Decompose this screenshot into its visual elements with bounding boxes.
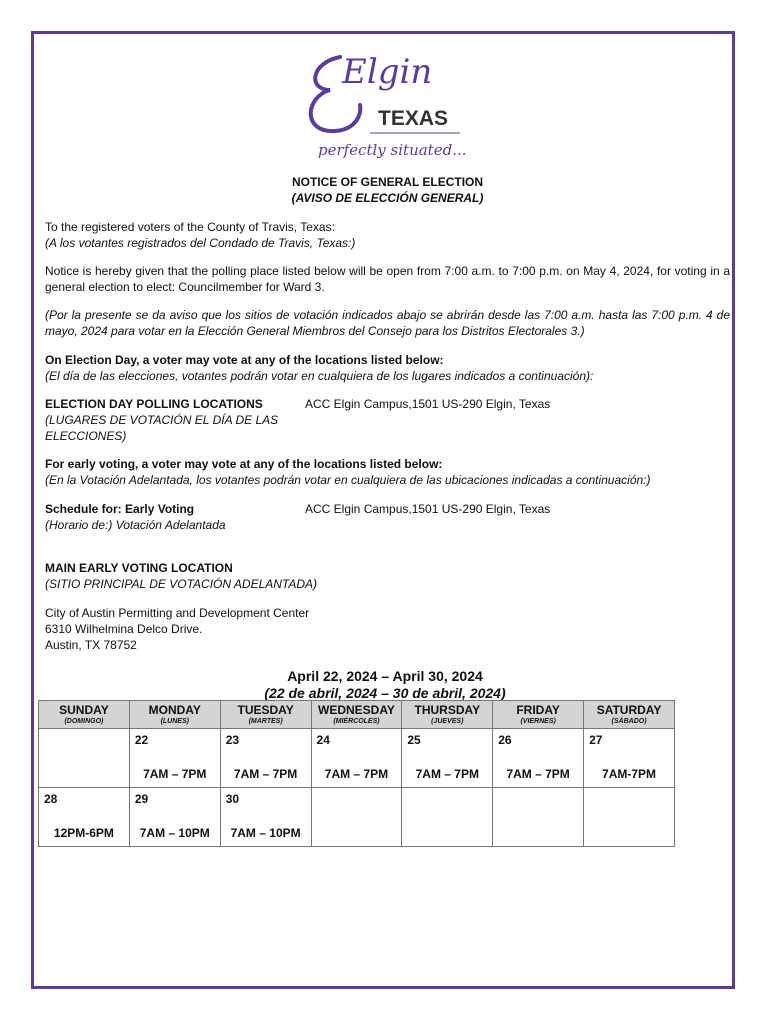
greeting-english: To the registered voters of the County of Travis, Texas: <box>45 220 335 234</box>
early-voting-calendar <box>38 700 675 847</box>
calendar-cell: 28 12PM-6PM <box>39 788 130 847</box>
calendar-cell <box>584 788 675 847</box>
calendar-cell <box>402 788 493 847</box>
calendar-cell: 26 7AM – 7PM <box>493 729 584 788</box>
calendar-cell: 30 7AM – 10PM <box>220 788 311 847</box>
day-header: SATURDAY (SÁBADO) <box>584 701 675 729</box>
day-header: WEDNESDAY (MIÉRCOLES) <box>311 701 402 729</box>
day-header: SUNDAY (DOMINGO) <box>39 701 130 729</box>
early-voting-label-spanish: (Horario de:) Votación Adelantada <box>45 518 226 532</box>
notice-english: Notice is hereby given that the polling place listed below will be open from 7:00 a.m. to 7:00 p.m. on May 4, 2024, for voting in a general election to elect: Councilmember for Ward 3. <box>45 264 730 294</box>
notice-title-spanish: (AVISO DE ELECCIÓN GENERAL) <box>291 191 484 205</box>
main-location-address-line1: City of Austin Permitting and Development Center <box>45 606 310 620</box>
calendar-cell <box>493 788 584 847</box>
day-header: TUESDAY (MARTES) <box>220 701 311 729</box>
calendar-week-row <box>39 788 675 847</box>
schedule-range-spanish: (22 de abril, 2024 – 30 de abril, 2024) <box>264 685 506 701</box>
early-voting-intro-spanish: (En la Votación Adelantada, los votantes podrán votar en cualquiera de las ubicaciones indicadas a continuación:) <box>45 473 651 487</box>
main-location-label: MAIN EARLY VOTING LOCATION <box>45 561 233 575</box>
election-day-label-spanish: (LUGARES DE VOTACIÓN EL DÍA DE LAS ELECCIONES) <box>45 413 279 443</box>
calendar-cell: 24 7AM – 7PM <box>311 729 402 788</box>
main-location-label-spanish: (SITIO PRINCIPAL DE VOTACIÓN ADELANTADA) <box>45 577 318 591</box>
logo-tagline: perfectly situated... <box>318 141 467 159</box>
day-header: THURSDAY (JUEVES) <box>402 701 493 729</box>
calendar-cell <box>39 729 130 788</box>
early-voting-label: Schedule for: Early Voting <box>45 502 195 516</box>
calendar-cell <box>311 788 402 847</box>
elgin-texas-logo <box>300 45 470 160</box>
main-location-address-line3: Austin, TX 78752 <box>45 638 137 652</box>
calendar-week-row <box>39 729 675 788</box>
election-day-intro-spanish: (El día de las elecciones, votantes podrán votar en cualquiera de los lugares indicados a continuación): <box>45 369 594 383</box>
calendar-cell: 25 7AM – 7PM <box>402 729 493 788</box>
calendar-cell: 23 7AM – 7PM <box>220 729 311 788</box>
calendar-cell: 22 7AM – 7PM <box>129 729 220 788</box>
early-voting-intro: For early voting, a voter may vote at any of the locations listed below: <box>45 457 443 471</box>
day-header: MONDAY (LUNES) <box>129 701 220 729</box>
early-voting-location: ACC Elgin Campus,1501 US-290 Elgin, Texas <box>305 502 551 516</box>
notice-spanish: (Por la presente se da aviso que los sitios de votación indicados abajo se abrirán desde las 7:00 a.m. hasta las 7:00 p.m. 4 de mayo, 2024 para votar en la Elección General Miembros del Consejo para los Distritos Electorales 3.) <box>45 308 730 338</box>
schedule-range: April 22, 2024 – April 30, 2024 <box>287 668 483 684</box>
day-header: FRIDAY (VIERNES) <box>493 701 584 729</box>
election-day-location: ACC Elgin Campus,1501 US-290 Elgin, Texas <box>305 397 551 411</box>
calendar-header-row <box>39 701 675 729</box>
notice-title: NOTICE OF GENERAL ELECTION <box>291 175 484 189</box>
election-day-intro: On Election Day, a voter may vote at any of the locations listed below: <box>45 353 444 367</box>
calendar-cell: 27 7AM-7PM <box>584 729 675 788</box>
logo-state-text: TEXAS <box>378 107 449 130</box>
election-day-label: ELECTION DAY POLLING LOCATIONS <box>45 397 263 411</box>
logo-script-text: Elgin <box>342 52 433 92</box>
main-location-address-line2: 6310 Wilhelmina Delco Drive. <box>45 622 203 636</box>
calendar-cell: 29 7AM – 10PM <box>129 788 220 847</box>
greeting-spanish: (A los votantes registrados del Condado de Travis, Texas:) <box>45 236 356 250</box>
